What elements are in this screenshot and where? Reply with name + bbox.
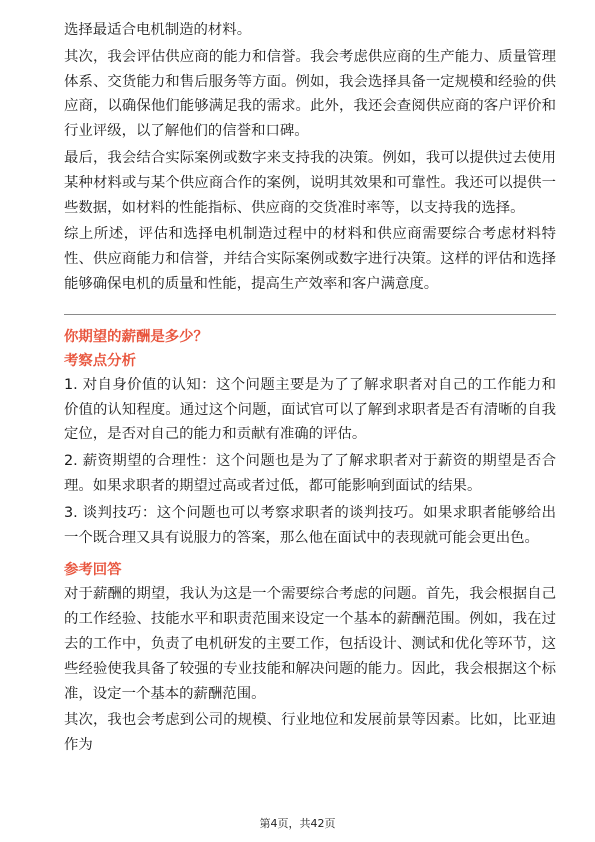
body-paragraph: 选择最适合电机制造的材料。 xyxy=(64,22,252,38)
body-paragraph: 综上所述，评估和选择电机制造过程中的材料和供应商需要综合考虑材料特性、供应商能力和信誉，并结合实际案例或数字进行决策。这样的评估和选择能够确保电机的质量和性能，提高生产效率和客户满意度。 xyxy=(64,226,556,292)
page-footer: 第4页，共42页 xyxy=(259,817,336,830)
analysis-heading: 考察点分析 xyxy=(64,352,136,369)
document-page xyxy=(64,18,556,760)
answer-heading: 参考回答 xyxy=(64,562,122,579)
analysis-point: 1. 对自身价值的认知：这个问题主要是为了了解求职者对自己的工作能力和价值的认知程度。通过这个问题，面试官可以了解到求职者是否有清晰的自我定位，是否对自己的能力和贡献有准确的评估。 xyxy=(64,376,556,443)
question-title: 你期望的薪酬是多少？ xyxy=(64,328,208,345)
answer-paragraph: 其次，我也会考虑到公司的规模、行业地位和发展前景等因素。比如，比亚迪作为 xyxy=(64,712,556,754)
answer-paragraph: 对于薪酬的期望，我认为这是一个需要综合考虑的问题。首先，我会根据自己的工作经验、技能水平和职责范围来设定一个基本的薪酬范围。例如，我在过去的工作中，负责了电机研发的主要工作，包括设计、测试和优化等环节，这些经验使我具备了较强的专业技能和解决问题的能力。因此，我会根据这个标准，设定一个基本的薪酬范围。 xyxy=(64,586,556,702)
analysis-point: 2. 薪资期望的合理性：这个问题也是为了了解求职者对于薪资的期望是否合理。如果求职者的期望过高或者过低，都可能影响到面试的结果。 xyxy=(64,453,556,494)
body-paragraph: 最后，我会结合实际案例或数字来支持我的决策。例如，我可以提供过去使用某种材料或与某个供应商合作的案例，说明其效果和可靠性。我还可以提供一些数据，如材料的性能指标、供应商的交货准时率等，以支持我的选择。 xyxy=(64,149,556,216)
section-divider xyxy=(64,314,556,315)
analysis-point: 3. 谈判技巧：这个问题也可以考察求职者的谈判技巧。如果求职者能够给出一个既合理又具有说服力的答案，那么他在面试中的表现就可能会更出色。 xyxy=(64,504,556,546)
body-paragraph: 其次，我会评估供应商的能力和信誉。我会考虑供应商的生产能力、质量管理体系、交货能力和售后服务等方面。例如，我会选择具备一定规模和经验的供应商，以确保他们能够满足我的需求。此外，我还会查阅供应商的客户评价和行业评级，以了解他们的信誉和口碑。 xyxy=(64,48,556,140)
